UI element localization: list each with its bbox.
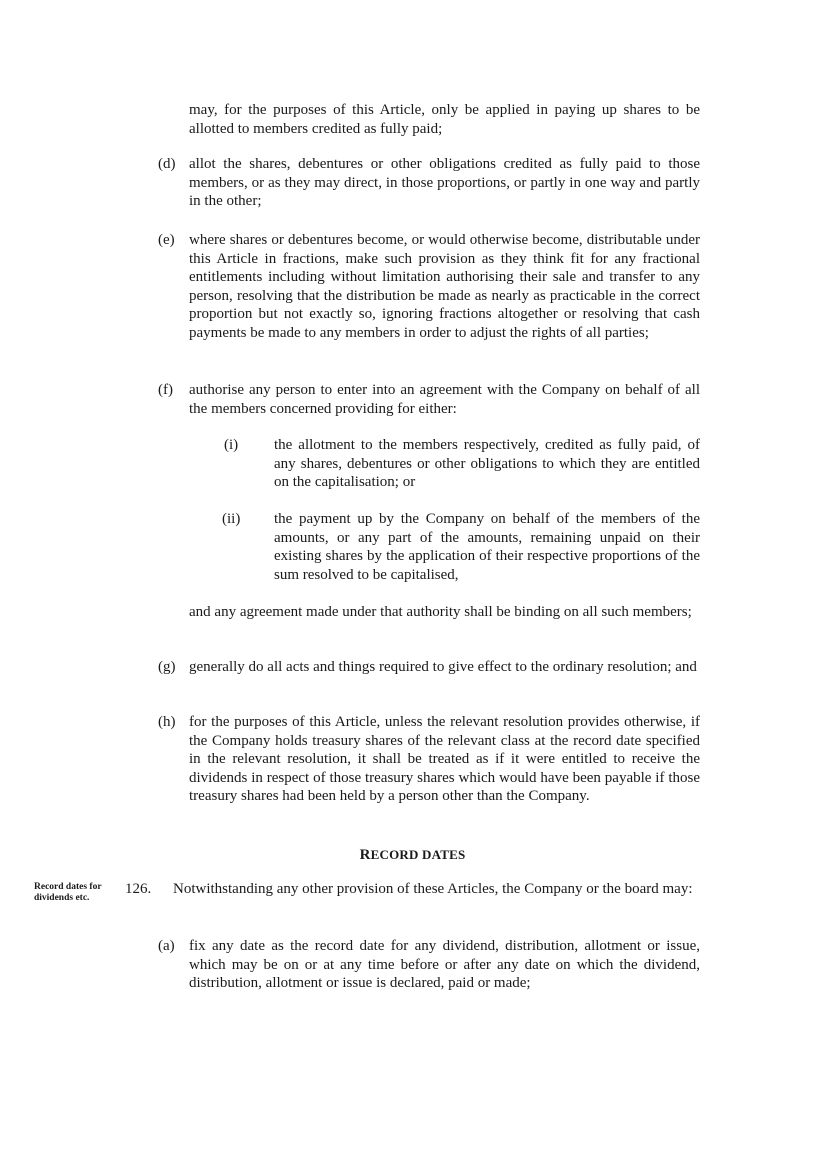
item-h-text: for the purposes of this Article, unless the relevant resolution provides otherwise, if the Company holds treasury shares of the relevant class at the record date specified in the relevant resolution, it shall be treated as if it were entitled to receive the dividends in respect of those treasury shares which would have been payable if those treasury shares had been held by a person other than the Company. [189,714,700,804]
heading-rest: ECORD DATES [370,847,466,862]
article-item-a-marker: (a) [158,938,175,954]
item-d-text: allot the shares, debentures or other obligations credited as fully paid to those members, or as they may direct, in those proportions, or partly in one way and partly in the other; [189,156,700,209]
subitem-ii-text: the payment up by the Company on behalf of the members of the amounts, or any part of the amounts, remaining unpaid on their existing shares by the application of their respective proportions of the sum resolved to be capitalised, [274,511,700,583]
item-f-text: authorise any person to enter into an agreement with the Company on behalf of all the members concerned providing for either: [189,382,700,417]
item-g-marker: (g) [158,659,176,675]
subitem-ii-marker: (ii) [222,511,241,527]
item-g-text: generally do all acts and things required to give effect to the ordinary resolution; and [189,659,697,675]
margin-note: Record dates for dividends etc. [34,882,102,903]
item-e-marker: (e) [158,232,175,248]
article-text: Notwithstanding any other provision of these Articles, the Company or the board may: [173,881,693,897]
subitem-i-marker: (i) [224,437,239,453]
heading-initial: R [359,847,371,863]
subitem-i-text: the allotment to the members respectively, credited as fully paid, of any shares, debentures or other obligations to which they are entitled on the capitalisation; or [274,437,700,490]
section-heading [0,846,825,865]
article-number: 126. [125,881,152,897]
item-d-marker: (d) [158,156,176,172]
item-f-continuation: and any agreement made under that authority shall be binding on all such members; [189,604,692,620]
item-h-marker: (h) [158,714,176,730]
opening-paragraph: may, for the purposes of this Article, only be applied in paying up shares to be allotted to members credited as fully paid; [189,102,700,137]
item-e-text: where shares or debentures become, or would otherwise become, distributable under this Article in fractions, make such provision as they think fit for any fractional entitlements including without limitation authorising their sale and transfer to any person, resolving that the distribution be made as nearly as practicable in the correct proportion but not exactly so, ignoring fractions altogether or resolving that cash payments be made to any members in order to adjust the rights of all parties; [189,232,700,341]
article-item-a-text: fix any date as the record date for any dividend, distribution, allotment or issue, which may be on or at any time before or after any date on which the dividend, distribution, allotment or issue is declared, paid or made; [189,938,700,991]
item-f-marker: (f) [158,382,173,398]
